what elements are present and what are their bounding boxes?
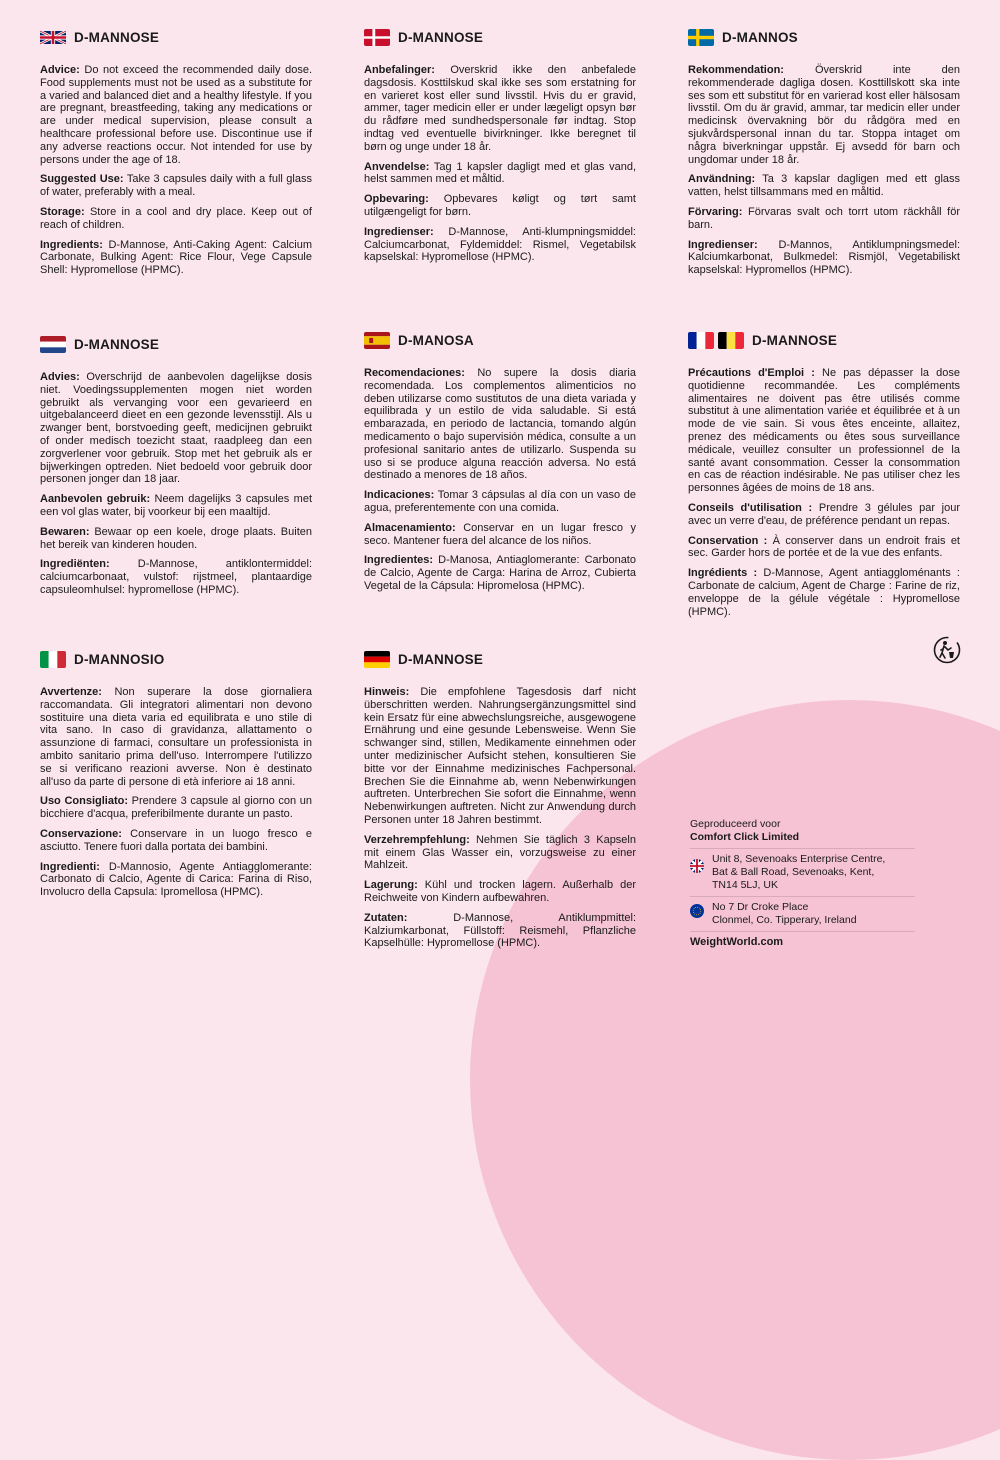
uk-address bbox=[690, 853, 915, 892]
divider bbox=[690, 931, 915, 932]
use-label: Aanbevolen gebruik: bbox=[40, 493, 151, 506]
belgium-flag-icon bbox=[718, 332, 744, 349]
section-title: D-MANOSA bbox=[398, 332, 474, 348]
advice-label: Avvertenze: bbox=[40, 686, 102, 698]
use-text: Ta 3 kapslar dagligen med ett glass vatten, helst tillsammans med en måltid. bbox=[688, 173, 961, 199]
ingredients-label: Ingredienser: bbox=[364, 225, 434, 238]
storage-label: Bewaren: bbox=[40, 525, 90, 538]
section-title: D-MANNOS bbox=[722, 29, 798, 45]
storage-text: À conserver dans un endroit frais et sec. Garder hors de portée et de la vue des enfants. bbox=[688, 534, 960, 560]
ingredients-text: D-Mannosio, Agente Antiagglomerante: Carbonato di Calcio, Agente di Carica: Farina di Riso, Involucro della Capsula: Ipromellosa (HPMC). bbox=[40, 860, 312, 899]
use-text: Tag 1 kapsler dagligt med et glas vand, helst sammen med et måltid. bbox=[364, 160, 637, 186]
denmark-flag-icon bbox=[364, 29, 390, 46]
advice-text: Overskrid ikke den anbefalede dagsdosis. Kosttilskud skal ikke ses som erstatning for en varieret kost eller sund livsstil. Hvis du er gravid, ammer, tager medicin eller er under lægeligt opsyn bør du rådføre med sundhedspersonale før indtag. Stop indtag ved eventuelle bivirkninger. Ikke beregnet til børn og unge under 18 år. bbox=[364, 64, 636, 153]
section-nl bbox=[40, 333, 312, 604]
use-text: Prendere 3 capsule al giorno con un bicchiere d'acqua, preferibilmente durante un pasto. bbox=[40, 795, 313, 821]
ingredients-text: D-Mannose, Antiklumpmittel: Kalziumkarbonat, Füllstoff: Reismehl, Pflanzliche Kapselhülle: Hypromellose (HPMC). bbox=[364, 911, 637, 950]
section-title: D-MANNOSIO bbox=[74, 651, 165, 667]
section-en bbox=[40, 26, 312, 284]
ie-address-line-2: Clonmel, Co. Tipperary, Ireland bbox=[712, 914, 857, 926]
section-de bbox=[364, 648, 636, 957]
storage-text: Bewaar op een koele, droge plaats. Buiten het bereik van kinderen houden. bbox=[40, 525, 313, 551]
uk-flag-icon bbox=[40, 29, 66, 46]
divider bbox=[690, 848, 915, 849]
website-link[interactable]: WeightWorld.com bbox=[690, 936, 784, 948]
uk-address-line-2: Bat & Ball Road, Sevenoaks, Kent, bbox=[712, 866, 875, 878]
divider bbox=[690, 896, 915, 897]
use-text: Nehmen Sie täglich 3 Kapseln mit einem Glas Wasser ein, vorzugsweise zu einer Mahlzeit. bbox=[364, 833, 636, 872]
storage-label: Conservazione: bbox=[40, 827, 122, 840]
ingredients-text: D-Mannose, Anti-klumpningsmiddel: Calciumcarbonat, Fyldemiddel: Rismel, Vegetabilsk kapselskal: Hypromellose (HPMC). bbox=[364, 225, 636, 264]
ingredients-label: Zutaten: bbox=[364, 911, 408, 924]
use-label: Användning: bbox=[688, 173, 756, 186]
uk-flag-icon bbox=[690, 859, 704, 873]
storage-text: Store in a cool and dry place. Keep out of reach of children. bbox=[40, 205, 312, 231]
use-label: Anvendelse: bbox=[364, 160, 430, 173]
use-text: Take 3 capsules daily with a full glass of water, preferably with a meal. bbox=[40, 173, 312, 199]
section-fr bbox=[688, 329, 960, 625]
storage-label: Lagerung: bbox=[364, 879, 418, 892]
advice-label: Anbefalinger: bbox=[364, 64, 435, 76]
advice-text: No supere la dosis diaria recomendada. Los complementos alimenticios no deben utilizarse como sustitutos de una dieta variada y equilibrada y un estilo de vida saludable. Si está embarazada, en periodo de lactancia, tomando algún medicamento o bajo supervisión médica, consulte a un profesional sanitario antes de utilizarlo. Suspenda su uso si se produce alguna reacción adversa. No está destinado a menores de 18 años. bbox=[364, 367, 636, 482]
section-es bbox=[364, 329, 636, 600]
company-name: Comfort Click Limited bbox=[690, 831, 800, 843]
advice-label: Hinweis: bbox=[364, 686, 410, 698]
use-label: Indicaciones: bbox=[364, 489, 435, 502]
use-text: Tomar 3 cápsulas al día con un vaso de agua, preferentemente con una comida. bbox=[364, 489, 637, 514]
produced-for-label: Geproduceerd voor bbox=[690, 818, 781, 830]
ingredients-text: D-Manosa, Antiaglomerante: Carbonato de Calcio, Agente de Carga: Harina de Arroz, Cubierta Vegetal de la Cápsula: Hipromelosa (HPMC). bbox=[364, 554, 636, 592]
storage-label: Almacenamiento: bbox=[364, 521, 456, 534]
use-label: Uso Consigliato: bbox=[40, 795, 128, 808]
advice-label: Recomendaciones: bbox=[364, 367, 465, 379]
germany-flag-icon bbox=[364, 651, 390, 668]
ingredients-text: D-Mannose, antiklontermiddel: calciumcarbonaat, vulstof: rijstmeel, plantaardige capsuleomhulsel: hypromellose (HPMC). bbox=[40, 558, 313, 596]
ingredients-label: Ingredients: bbox=[40, 238, 103, 251]
advice-text: Non superare la dose giornaliera raccomandata. Gli integratori alimentari non devono sostituire una dieta varia ed equilibrata e uno stile di vita sano. In caso di gravidanza, allattamento o assunzione di farmaci, consultare un professionista in ambito sanitario prima dell'uso. Interrompere l'utilizzo se si verificano reazioni avverse. Non è destinato all'uso da parte di persone di età inferiore ai 18 anni. bbox=[40, 686, 312, 788]
use-label: Conseils d'utilisation : bbox=[688, 501, 813, 514]
italy-flag-icon bbox=[40, 651, 66, 668]
section-it bbox=[40, 648, 312, 906]
ingredients-text: D-Mannos, Antiklumpningsmedel: Kalciumkarbonat, Bulkmedel: Rismjöl, Vegetabiliskt kapselskal: Hypromellos (HPMC). bbox=[688, 238, 961, 277]
storage-label: Opbevaring: bbox=[364, 193, 429, 206]
ingredients-label: Ingredienti: bbox=[40, 860, 100, 873]
contact-block bbox=[690, 818, 915, 949]
section-title: D-MANNOSE bbox=[74, 336, 160, 352]
ingredients-label: Ingrédients : bbox=[688, 567, 758, 580]
storage-label: Förvaring: bbox=[688, 205, 743, 218]
storage-text: Opbevares køligt og tørt samt utilgængeligt for børn. bbox=[364, 193, 636, 218]
ingredients-label: Ingrediënten: bbox=[40, 558, 110, 571]
use-text: Prendre 3 gélules par jour avec un verre d'eau, de préférence pendant un repas. bbox=[688, 501, 961, 527]
ingredients-text: D-Mannose, Agent antiaggloménants : Carbonate de calcium, Agent de Charge : Farine de riz, enveloppe de la gélule végétale : Hypromellose (HPMC). bbox=[688, 567, 960, 618]
uk-address-line-3: TN14 5LJ, UK bbox=[712, 879, 778, 891]
advice-text: Die empfohlene Tagesdosis darf nicht überschritten werden. Nahrungsergänzungsmittel sind kein Ersatz für eine abwechslungsreiche, ausgewogene Ernährung und eine gesunde Lebensweise. Wenn Sie schwanger sind, stillen, Medikamente einnehmen oder unter medizinischer Aufsicht stehen, konsultieren Sie bitte vor der Einnahme medizinisches Fachpersonal. Brechen Sie die Einnahme ab, wenn Nebenwirkungen auftreten. Unterbrechen Sie sofort die Einnahme, wenn Nebenwirkungen auftreten. Nicht zur Anwendung durch Personen unter 18 Jahren bestimmt. bbox=[364, 686, 636, 826]
ie-address bbox=[690, 901, 915, 927]
recycle-icon bbox=[933, 636, 961, 664]
storage-label: Storage: bbox=[40, 205, 85, 218]
section-sv bbox=[688, 26, 960, 284]
storage-text: Conservare in un luogo fresco e asciutto. Tenere fuori dalla portata dei bambini. bbox=[40, 827, 312, 853]
storage-text: Conservar en un lugar fresco y seco. Mantener fuera del alcance de los niños. bbox=[364, 521, 636, 547]
ingredients-label: Ingredientes: bbox=[364, 554, 434, 567]
netherlands-flag-icon bbox=[40, 336, 66, 353]
ingredients-text: D-Mannose, Anti-Caking Agent: Calcium Carbonate, Bulking Agent: Rice Flour, Vege Capsule Shell: Hypromellose (HPMC). bbox=[40, 238, 313, 277]
eu-flag-icon bbox=[690, 904, 704, 918]
advice-label: Précautions d'Emploi : bbox=[688, 367, 815, 379]
section-title: D-MANNOSE bbox=[398, 29, 484, 45]
advice-label: Rekommendation: bbox=[688, 64, 784, 76]
section-title: D-MANNOSE bbox=[74, 29, 160, 45]
spain-flag-icon bbox=[364, 332, 390, 349]
use-label: Suggested Use: bbox=[40, 173, 124, 186]
ie-address-line-1: No 7 Dr Croke Place bbox=[712, 901, 809, 913]
advice-text: Överskrid inte den rekommenderade dagliga dosen. Kosttillskott ska inte ses som ett substitut för en varierad kost eller hälsosam livsstil. Om du är gravid, ammar, tar medicin eller under medicinsk övervakning bör du rådgöra med en sjukvårdspersonal innan du tar. Stoppa intaget om några biverkningar uppstår. Ej avsedd för barn och ungdomar under 18 år. bbox=[688, 64, 961, 166]
section-title: D-MANNOSE bbox=[398, 651, 484, 667]
storage-label: Conservation : bbox=[688, 534, 768, 547]
advice-label: Advice: bbox=[40, 64, 80, 76]
use-text: Neem dagelijks 3 capsules met een vol glas water, bij voorkeur bij een maaltijd. bbox=[40, 493, 312, 518]
sweden-flag-icon bbox=[688, 29, 714, 46]
use-label: Verzehrempfehlung: bbox=[364, 833, 470, 846]
advice-label: Advies: bbox=[40, 371, 80, 383]
advice-text: Overschrijd de aanbevolen dagelijkse dosis niet. Voedingssupplementen mogen niet worden gebruikt als vervanging voor een gevarieerd en uitgebalanceerd dieet en een gezonde levensstijl. Als u zwanger bent, borstvoeding geeft, medicijnen gebruikt of onder medisch toezicht staat, raadpleeg dan een zorgverlener voor gebruik. Stop met het gebruik als er bijwerkingen optreden. Niet bedoeld voor gebruik door personen jonger dan 18 jaar. bbox=[40, 371, 312, 486]
storage-text: Förvaras svalt och torrt utom räckhåll för barn. bbox=[688, 205, 961, 231]
section-title: D-MANNOSE bbox=[752, 332, 838, 348]
advice-text: Ne pas dépasser la dose quotidienne recommandée. Les compléments alimentaires ne doivent pas être utilisés comme substitut à une alimentation variée et équilibrée et à un mode de vie sain. Si vous êtes enceinte, allaitez, prenez des médicaments ou êtes sous surveillance médicale, veuillez consulter un professionnel de la santé avant consommation. Cesser la consommation en cas de réaction indésirable. Ne pas utiliser chez les personnes âgées de moins de 18 ans. bbox=[688, 367, 961, 495]
france-flag-icon bbox=[688, 332, 714, 349]
storage-text: Kühl und trocken lagern. Außerhalb der Reichweite von Kindern aufbewahren. bbox=[364, 879, 636, 904]
ingredients-label: Ingredienser: bbox=[688, 238, 758, 251]
section-da bbox=[364, 26, 636, 271]
uk-address-line-1: Unit 8, Sevenoaks Enterprise Centre, bbox=[712, 853, 886, 865]
advice-text: Do not exceed the recommended daily dose. Food supplements must not be used as a substitute for a varied and balanced diet and a healthy lifestyle. If you are pregnant, breastfeeding, taking any medications or are under medical supervision, please consult a healthcare professional before use. Discontinue use if any adverse reactions occur. Not intended for use by persons under the age of 18. bbox=[40, 64, 312, 166]
